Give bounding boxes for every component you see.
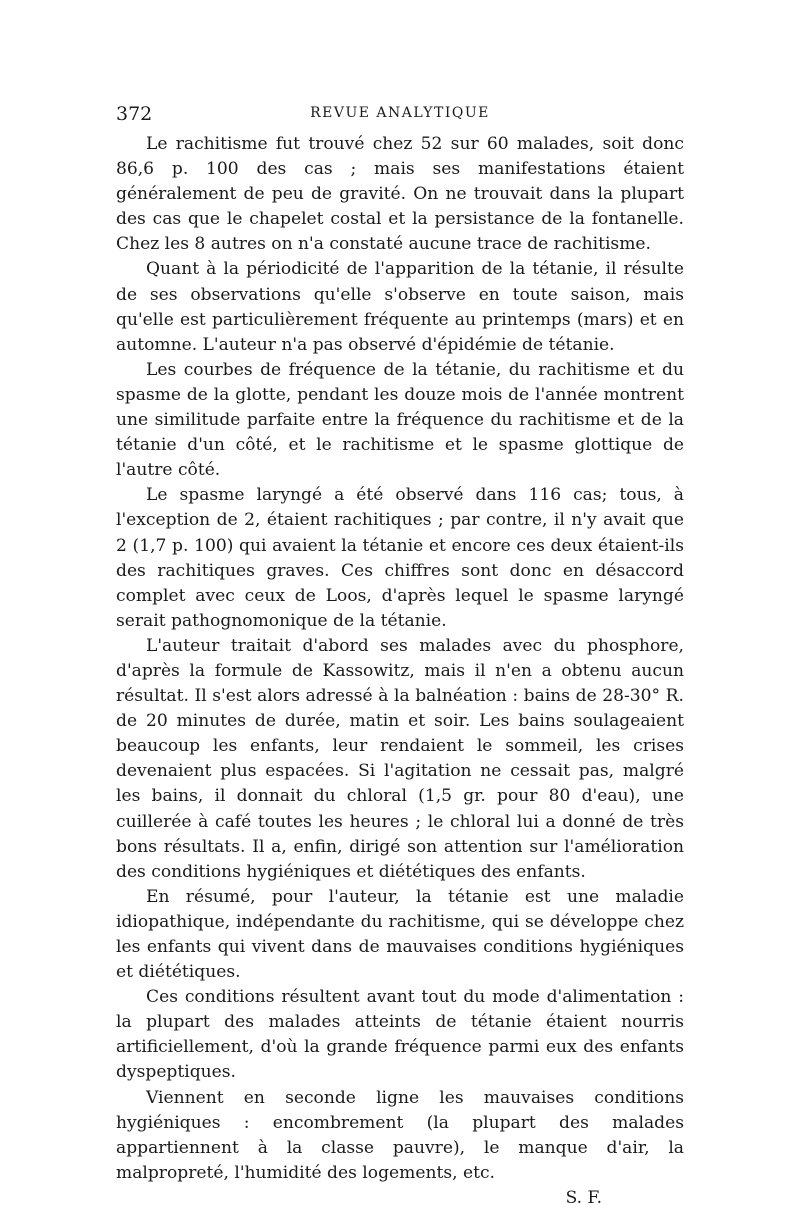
article-body bbox=[116, 132, 684, 1186]
paragraph-alimentation: Ces conditions résultent avant tout du mode d'alimentation : la plupart des malades atteints de tétanie étaient nourris artificiellement, d'où la grande fréquence parmi eux des enfants dyspeptiques. bbox=[116, 987, 684, 1083]
page-number: 372 bbox=[116, 103, 153, 125]
running-title: REVUE ANALYTIQUE bbox=[310, 105, 490, 121]
page bbox=[116, 103, 684, 1211]
paragraph-frequency-curves: Les courbes de fréquence de la tétanie, du rachitisme et du spasme de la glotte, pendant les douze mois de l'année montrent une similitude parfaite entre la fréquence du rachitisme et de la tétanie d'un côté, et le rachitisme et le spasme glottique de l'autre côté. bbox=[116, 359, 684, 481]
author-signature: S. F. bbox=[565, 1187, 602, 1208]
paragraph-periodicity: Quant à la périodicité de l'apparition de la tétanie, il résulte de ses observations qu'elle s'observe en toute saison, mais qu'elle est particulièrement fréquente au printemps (mars) et en automne. L'auteur n'a pas observé d'épidémie de tétanie. bbox=[116, 259, 684, 355]
paragraph-summary: En résumé, pour l'auteur, la tétanie est une maladie idiopathique, indépendante du rachitisme, qui se développe chez les enfants qui vivent dans de mauvaises conditions hygiéniques et diététiques. bbox=[116, 886, 684, 983]
paragraph-treatment: L'auteur traitait d'abord ses malades avec du phosphore, d'après la formule de Kassowitz, mais il n'en a obtenu aucun résultat. Il s'est alors adressé à la balnéation : bains de 28-30° R. de 20 minutes de durée, matin et soir. Les bains soulageaient beaucoup les enfants, leur rendaient le sommeil, les crises devenaient plus espacées. Si l'agitation ne cessait pas, malgré les bains, il donnait du chloral (1,5 gr. pour 80 d'eau), une cuillerée à café toutes les heures ; le chloral lui a donné de très bons résultats. Il a, enfin, dirigé son attention sur l'amélioration des conditions hygiéniques et diététiques des enfants. bbox=[116, 635, 684, 882]
paragraph-rachitisme-frequency: Le rachitisme fut trouvé chez 52 sur 60 malades, soit donc 86,6 p. 100 des cas ; mais ses manifestations étaient généralement de peu de gravité. On ne trouvait dans la plupart des cas que le chapelet costal et la persistance de la fontanelle. Chez les 8 autres on n'a constaté aucune trace de rachitisme. bbox=[116, 134, 684, 255]
paragraph-laryngeal-spasm: Le spasme laryngé a été observé dans 116 cas; tous, à l'exception de 2, étaient rachitiques ; par contre, il n'y avait que 2 (1,7 p. 100) qui avaient la tétanie et encore ces deux étaient-ils des rachitiques graves. Ces chiffres sont donc en désaccord complet avec ceux de Loos, d'après lequel le spasme laryngé serait pathognomonique de la tétanie. bbox=[116, 485, 684, 631]
paragraph-hygiene: Viennent en seconde ligne les mauvaises conditions hygiéniques : encombrement (la plupart des malades appartiennent à la classe pauvre), le manque d'air, la malpropreté, l'humidité des logements, etc. bbox=[116, 1087, 684, 1183]
page-header bbox=[116, 103, 684, 129]
